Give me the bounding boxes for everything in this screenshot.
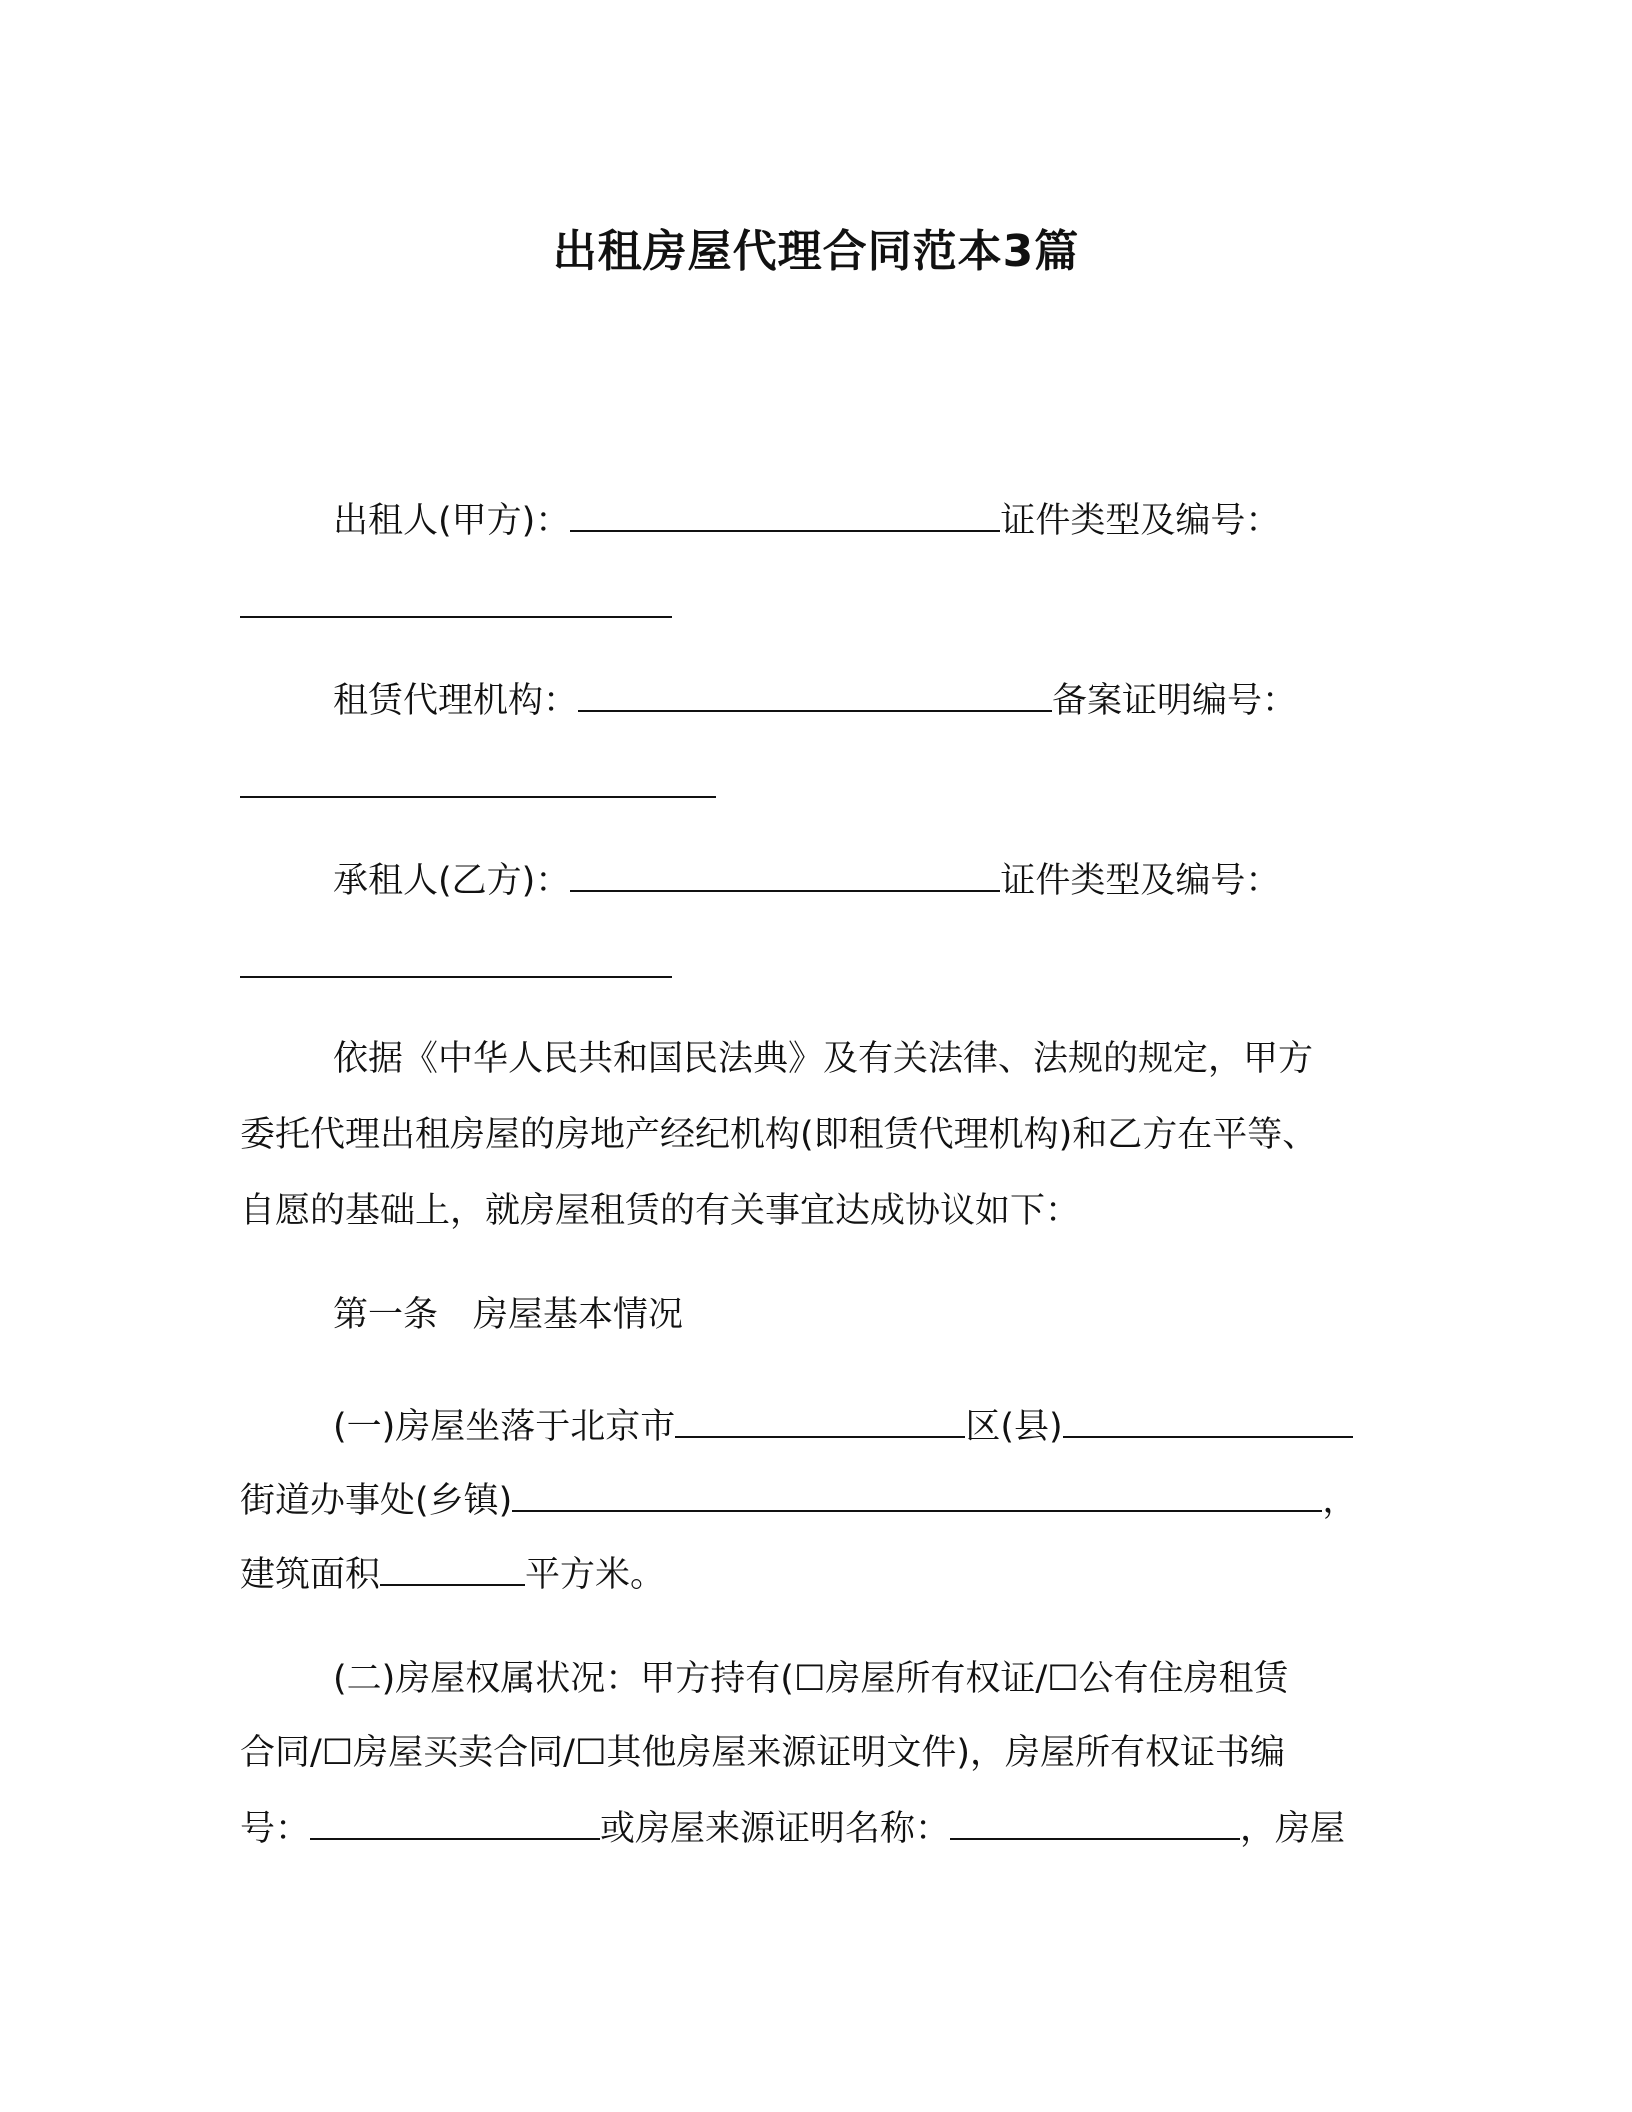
lessor-label: 出租人(甲方)：	[333, 501, 571, 541]
item2-line3-prefix: 号：	[240, 1809, 311, 1849]
lessor-name-blank	[570, 494, 1000, 532]
item1-location-line	[333, 1400, 1353, 1452]
area-blank	[380, 1548, 525, 1586]
item1-area-line	[240, 1548, 665, 1600]
lessor-id-type-label: 证件类型及编号：	[1000, 501, 1281, 541]
item1-street-line	[240, 1474, 1357, 1526]
lessee-id-type-label: 证件类型及编号：	[1000, 861, 1281, 901]
preamble-line-3: 自愿的基础上，就房屋租赁的有关事宜达成协议如下：	[240, 1191, 1081, 1231]
street-blank	[512, 1474, 1322, 1512]
lessee-id-number-blank	[240, 976, 672, 978]
item2-line-3	[240, 1802, 1345, 1854]
record-number-blank	[240, 796, 716, 798]
agency-line	[333, 674, 1297, 726]
item1-district-label: 区(县)	[965, 1407, 1063, 1447]
county-blank	[1063, 1400, 1353, 1438]
preamble-line-2: 委托代理出租房屋的房地产经纪机构(即租赁代理机构)和乙方在平等、	[240, 1115, 1318, 1155]
item1-comma: ，	[1322, 1481, 1358, 1521]
item1-prefix: (一)房屋坐落于北京市	[333, 1407, 676, 1447]
item2-line3-middle: 或房屋来源证明名称：	[600, 1809, 951, 1849]
record-number-label: 备案证明编号：	[1052, 681, 1298, 721]
article1-heading: 第一条 房屋基本情况	[333, 1295, 684, 1335]
item1-area-suffix: 平方米。	[525, 1555, 666, 1595]
district-blank	[675, 1400, 965, 1438]
lessor-line	[333, 494, 1280, 546]
certificate-number-blank	[310, 1802, 600, 1840]
item1-area-prefix: 建筑面积	[240, 1555, 381, 1595]
source-document-name-blank	[950, 1802, 1240, 1840]
agency-name-blank	[578, 674, 1052, 712]
item2-line-1: (二)房屋权属状况：甲方持有(☐房屋所有权证/☐公有住房租赁	[333, 1659, 1289, 1699]
agency-label: 租赁代理机构：	[333, 681, 579, 721]
lessor-id-number-blank	[240, 616, 672, 618]
document-title: 出租房屋代理合同范本3篇	[552, 226, 1080, 277]
lessee-label: 承租人(乙方)：	[333, 861, 571, 901]
item1-street-label: 街道办事处(乡镇)	[240, 1481, 513, 1521]
preamble-line-1: 依据《中华人民共和国民法典》及有关法律、法规的规定，甲方	[333, 1039, 1314, 1079]
lessee-name-blank	[570, 854, 1000, 892]
lessee-line	[333, 854, 1280, 906]
item2-line-2: 合同/☐房屋买卖合同/☐其他房屋来源证明文件)，房屋所有权证书编	[240, 1733, 1285, 1773]
item2-line3-suffix: ，房屋	[1240, 1809, 1346, 1849]
